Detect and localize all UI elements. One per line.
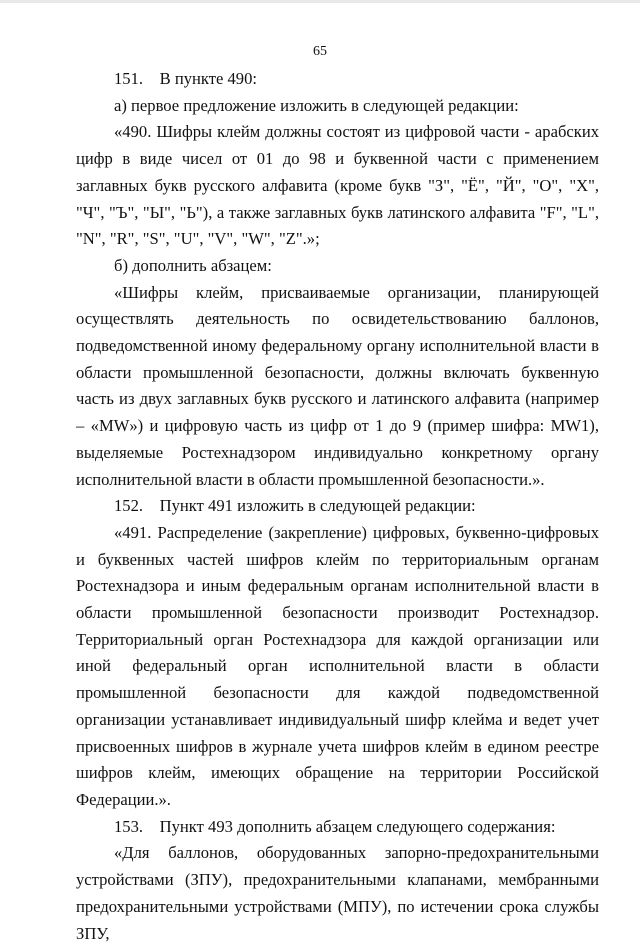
- quoted-paragraph-490: «490. Шифры клейм должны состоят из цифровой части - арабских цифр в виде чисел от 01 до 98 и буквенной части с применением заглавных букв русского алфавита (кроме букв "З", "Ё", "Й", "О", "Х", "Ч", "Ъ", "Ы", "Ь"), а также заглавных букв латинского алфавита "F", "L", "N", "R", "S", "U", "V", "W", "Z".»;: [76, 122, 599, 249]
- document-body: [76, 66, 599, 947]
- page-number: 65: [313, 44, 327, 59]
- item-151-heading: 151. В пункте 490:: [114, 69, 258, 88]
- item-152-heading: 152. Пункт 491 изложить в следующей редакции:: [114, 496, 476, 516]
- quoted-paragraph-ciphers: «Шифры клейм, присваиваемые организации, планирующей осуществлять деятельность по освидетельствованию баллонов, подведомственной иному федеральному органу исполнительной власти в области промышленной безопасности, должны включать буквенную часть из двух заглавных букв русского и латинского алфавита (например – «MW») и цифровую часть из цифр от 1 до 9 (пример шифра: MW1), выделяемые Ростехнадзором индивидуально конкретному органу исполнительной власти в области промышленной безопасности.».: [76, 282, 599, 489]
- page-top-edge: [0, 0, 640, 3]
- subitem-b: б) дополнить абзацем:: [114, 255, 272, 275]
- quoted-paragraph-493: «Для баллонов, оборудованных запорно-предохранительными устройствами (ЗПУ), предохранительными клапанами, мембранными предохранительными устройствами (МПУ), по истечении срока службы ЗПУ,: [76, 843, 599, 943]
- subitem-a: а) первое предложение изложить в следующей редакции:: [114, 95, 519, 115]
- quoted-paragraph-491: «491. Распределение (закрепление) цифровых, буквенно-цифровых и буквенных частей шифров клейм по территориальным органам Ростехнадзора и иным федеральным органам исполнительной власти в области промышленной безопасности производит Ростехнадзор. Территориальный орган Ростехнадзора для каждой организации или иной федеральный орган исполнительной власти в области промышленной безопасности для каждой подведомственной организации устанавливает индивидуальный шифр клейма и ведет учет присвоенных шифров в журнале учета шифров клейм в едином реестре шифров клейм, имеющих обращение на территории Российской Федерации.».: [76, 522, 599, 809]
- item-153-heading: 153. Пункт 493 дополнить абзацем следующего содержания:: [114, 816, 556, 836]
